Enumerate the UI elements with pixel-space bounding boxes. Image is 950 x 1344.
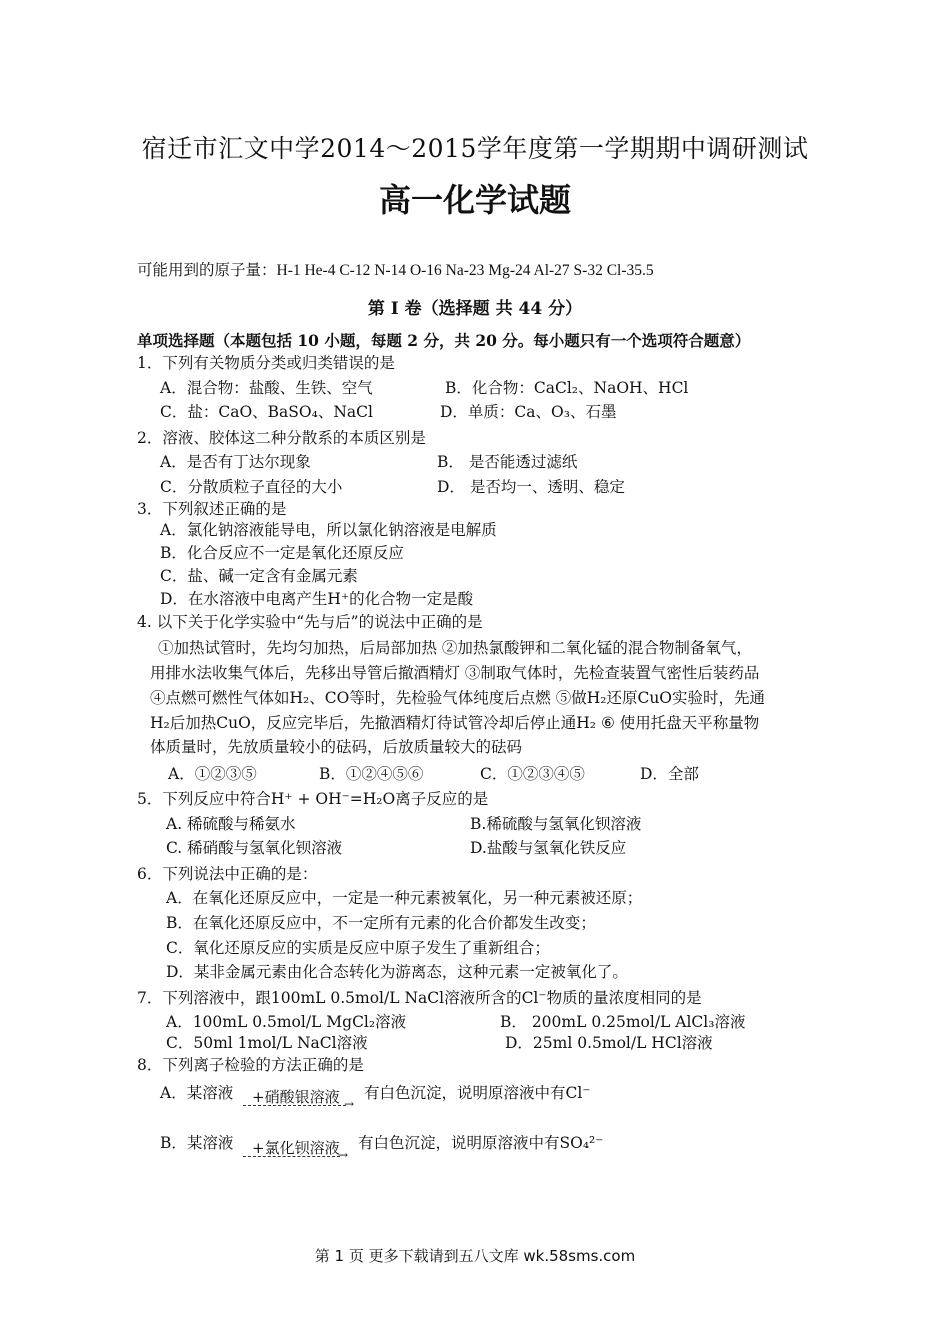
question-2-stem: 2．溶液、胶体这二种分散系的本质区别是 (137, 429, 426, 447)
question-3-option-b: B．化合反应不一定是氧化还原反应 (160, 544, 404, 562)
reaction-arrow-line (243, 1105, 346, 1106)
atomic-masses: 可能用到的原子量：H-1 He-4 C-12 N-14 O-16 Na-23 Mg-24 Al-27 S-32 Cl-35.5 (137, 262, 654, 279)
question-4-option-d: D．全部 (640, 765, 699, 783)
question-8-option-b-prefix: B．某溶液 (160, 1134, 234, 1152)
reaction-arrow-line (243, 1156, 340, 1157)
question-4-option-b: B．①②④⑤⑥ (319, 765, 424, 783)
question-5-option-c: C. 稀硝酸与氢氧化钡溶液 (166, 839, 343, 857)
arrow-right-icon: → (344, 1097, 355, 1111)
question-1-stem: 1．下列有关物质分类或归类错误的是 (137, 354, 395, 372)
question-4-body-line: 体质量时，先放质量较小的砝码，后放质量较大的砝码 (150, 738, 523, 756)
question-3-stem: 3．下列叙述正确的是 (137, 500, 287, 518)
arrow-right-icon: → (338, 1148, 349, 1162)
question-6-option-d: D．某非金属元素由化合态转化为游离态，这种元素一定被氧化了。 (166, 963, 628, 981)
question-8-option-a-reagent: +硝酸银溶液 (252, 1088, 340, 1106)
question-4-option-c: C．①②③④⑤ (480, 765, 585, 783)
question-6-option-c: C．氧化还原反应的实质是反应中原子发生了重新组合； (166, 939, 550, 957)
question-7-option-b: B． 200mL 0.25mol/L AlCl₃溶液 (500, 1013, 746, 1031)
question-2-option-b: B． 是否能透过滤纸 (437, 453, 578, 471)
question-1-option-d: D．单质：Ca、O₃、石墨 (440, 403, 617, 421)
question-3-option-d: D．在水溶液中电离产生H⁺的化合物一定是酸 (160, 590, 474, 608)
question-8-option-b-reagent: +氯化钡溶液 (252, 1139, 340, 1157)
question-4-body-line: H₂后加热CuO，反应完毕后，先撤酒精灯待试管冷却后停止通H₂ ⑥ 使用托盘天平称量物 (150, 714, 760, 732)
question-1-option-b: B．化合物：CaCl₂、NaOH、HCl (445, 379, 689, 397)
question-6-option-b: B．在氧化还原反应中，不一定所有元素的化合价都发生改变； (166, 914, 596, 932)
question-8-option-a-prefix: A．某溶液 (160, 1084, 234, 1102)
exam-title: 宿迁市汇文中学2014～2015学年度第一学期期中调研测试 (141, 134, 809, 163)
question-7-option-c: C．50ml 1mol/L NaCl溶液 (166, 1034, 368, 1052)
question-5-option-d: D.盐酸与氢氧化铁反应 (470, 839, 627, 857)
question-6-stem: 6．下列说法中正确的是： (137, 865, 318, 883)
question-1-option-a: A．混合物：盐酸、生铁、空气 (160, 379, 373, 397)
question-5-option-b: B.稀硫酸与氢氧化钡溶液 (470, 815, 642, 833)
section-title: 第 I 卷（选择题 共 44 分） (367, 299, 583, 319)
page-footer: 第 1 页 更多下载请到五八文库 wk.58sms.com (314, 1247, 636, 1265)
question-1-option-c: C．盐：CaO、BaSO₄、NaCl (160, 403, 373, 421)
question-3-option-a: A．氯化钠溶液能导电，所以氯化钠溶液是电解质 (160, 521, 497, 539)
question-5-stem: 5．下列反应中符合H⁺ + OH⁻=H₂O离子反应的是 (137, 790, 489, 808)
question-8-option-b-result: 有白色沉淀，说明原溶液中有SO₄²⁻ (358, 1134, 604, 1152)
question-4-stem: 4. 以下关于化学实验中“先与后”的说法中正确的是 (137, 613, 483, 631)
question-4-body-line: ①加热试管时，先均匀加热，后局部加热 ②加热氯酸钾和二氧化锰的混合物制备氧气， (158, 639, 752, 657)
question-7-stem: 7．下列溶液中，跟100mL 0.5mol/L NaCl溶液所含的Cl⁻物质的量浓度相同的是 (137, 989, 702, 1007)
question-4-body-line: 用排水法收集气体后，先移出导管后撤酒精灯 ③制取气体时，先检查装置气密性后装药品 (150, 664, 760, 682)
question-2-option-d: D． 是否均一、透明、稳定 (437, 478, 625, 496)
question-7-option-d: D．25ml 0.5mol/L HCl溶液 (505, 1034, 713, 1052)
question-2-option-a: A．是否有丁达尔现象 (160, 453, 311, 471)
question-5-option-a: A. 稀硫酸与稀氨水 (166, 815, 296, 833)
question-4-body-line: ④点燃可燃性气体如H₂、CO等时，先检验气体纯度后点燃 ⑤做H₂还原CuO实验时，先通 (150, 689, 766, 707)
section-instruction: 单项选择题（本题包括 10 小题，每题 2 分，共 20 分。每小题只有一个选项符合题意） (137, 331, 751, 350)
question-3-option-c: C．盐、碱一定含有金属元素 (160, 567, 358, 585)
exam-subtitle: 高一化学试题 (378, 181, 571, 219)
question-2-option-c: C．分散质粒子直径的大小 (160, 478, 343, 496)
question-6-option-a: A．在氧化还原反应中，一定是一种元素被氧化，另一种元素被还原； (166, 889, 643, 907)
question-8-option-a-result: 有白色沉淀，说明原溶液中有Cl⁻ (364, 1084, 591, 1102)
question-4-option-a: A．①②③⑤ (168, 765, 257, 783)
question-7-option-a: A．100mL 0.5mol/L MgCl₂溶液 (166, 1013, 407, 1031)
question-8-stem: 8．下列离子检验的方法正确的是 (137, 1056, 364, 1074)
